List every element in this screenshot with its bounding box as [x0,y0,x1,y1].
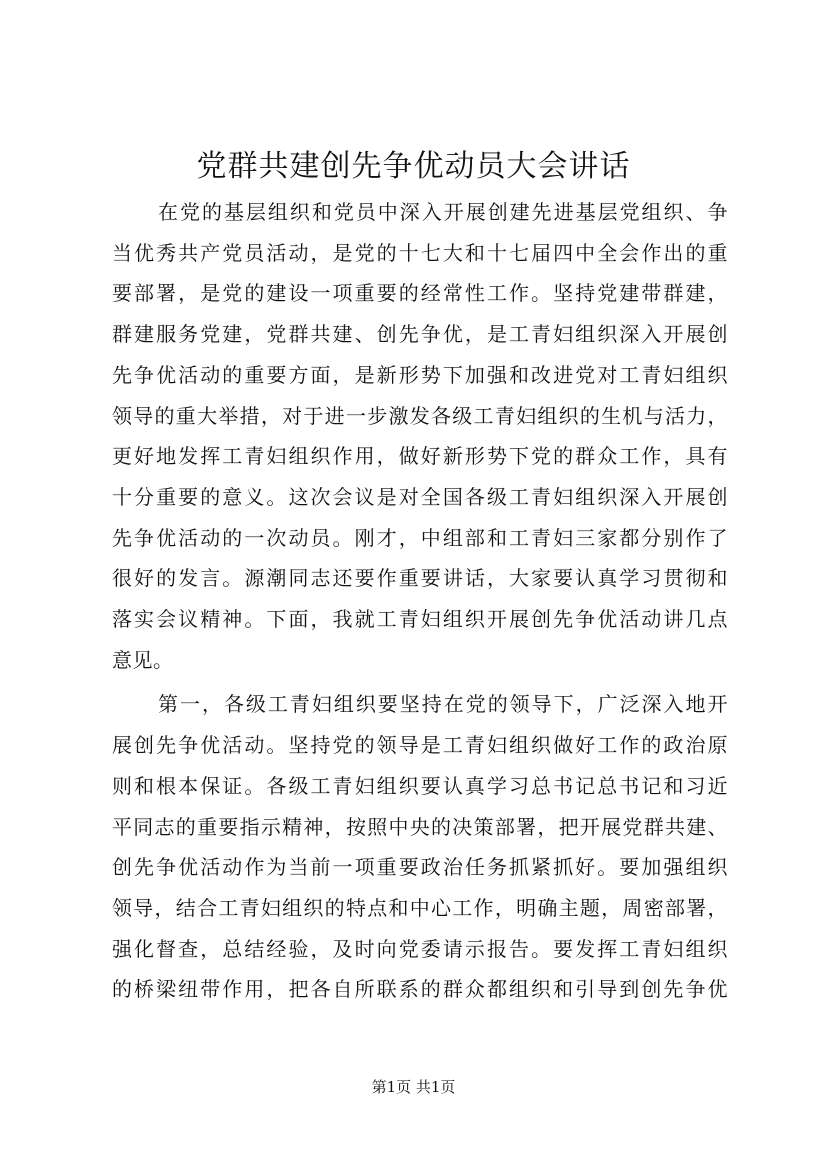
paragraph-line: 意见。 [112,647,174,672]
document-title: 党群共建创先争优动员大会讲话 [196,149,631,184]
paragraph-line: 先争优活动的一次动员。刚才，中组部和工青妇三家都分别作了 [112,525,728,550]
paragraph-line: 落实会议精神。下面，我就工青妇组织开展创先争优活动讲几点 [112,607,728,632]
paragraph-line: 的桥梁纽带作用，把各自所联系的群众都组织和引导到创先争优 [112,977,728,1002]
paragraph-line: 领导的重大举措，对于进一步激发各级工青妇组织的生机与活力， [112,403,728,428]
paragraph-line: 当优秀共产党员活动，是党的十七大和十七届四中全会作出的重 [112,240,728,265]
paragraph-line: 领导，结合工青妇组织的特点和中心工作，明确主题，周密部署， [112,895,728,920]
paragraph-line: 群建服务党建，党群共建、创先争优，是工青妇组织深入开展创 [112,322,728,347]
paragraph-line: 在党的基层组织和党员中深入开展创建先进基层党组织、争 [158,200,728,224]
document-body [112,192,728,1010]
paragraph-2 [112,684,728,1010]
paragraph-line: 强化督查，总结经验，及时向党委请示报告。要发挥工青妇组织 [112,936,728,961]
paragraph-line: 更好地发挥工青妇组织作用，做好新形势下党的群众工作，具有 [112,444,728,469]
paragraph-line: 则和根本保证。各级工青妇组织要认真学习总书记总书记和习近 [112,773,728,798]
page-number-footer: 第1页 共1页 [371,1078,456,1096]
paragraph-line: 展创先争优活动。坚持党的领导是工青妇组织做好工作的政治原 [112,733,728,758]
paragraph-line: 第一，各级工青妇组织要坚持在党的领导下，广泛深入地开 [158,692,728,717]
paragraph-line: 要部署，是党的建设一项重要的经常性工作。坚持党建带群建， [112,281,728,306]
paragraph-line: 先争优活动的重要方面，是新形势下加强和改进党对工青妇组织 [112,362,728,387]
paragraph-line: 平同志的重要指示精神，按照中央的决策部署，把开展党群共建、 [112,814,728,839]
paragraph-line: 创先争优活动作为当前一项重要政治任务抓紧抓好。要加强组织 [112,855,728,880]
paragraph-line: 很好的发言。源潮同志还要作重要讲话，大家要认真学习贯彻和 [112,566,728,591]
paragraph-1 [112,192,728,680]
paragraph-line: 十分重要的意义。这次会议是对全国各级工青妇组织深入开展创 [112,484,728,509]
